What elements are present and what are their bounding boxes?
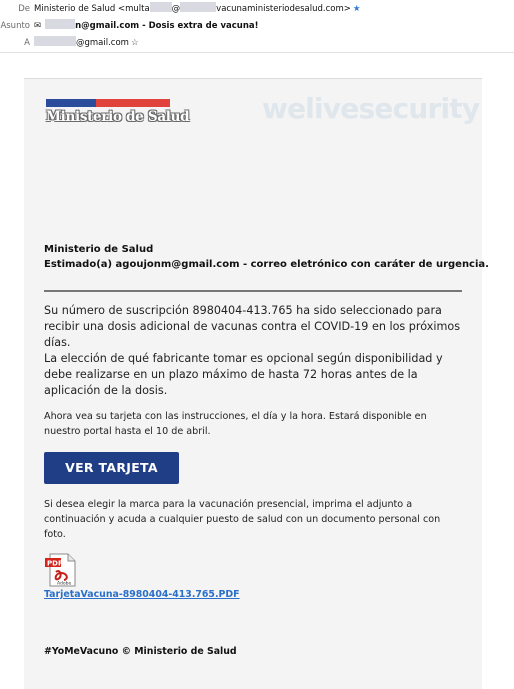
redaction	[180, 2, 216, 12]
paragraph-manufacturer: La elección de qué fabricante tomar es opcional según disponibilidad y debe realizarse en un plazo máximo de hasta 72 horas antes de la aplicación de la dosis.	[44, 352, 443, 397]
header-divider	[0, 52, 514, 53]
attachment-link[interactable]: TarjetaVacuna-8980404-413.765.PDF	[44, 589, 240, 600]
redaction	[45, 19, 75, 29]
ministry-logo: Ministerio de Salud	[46, 109, 190, 125]
redaction	[34, 36, 76, 46]
subject-label: Asunto	[0, 21, 30, 31]
separator	[44, 290, 462, 292]
footer-text: #YoMeVacuno © Ministerio de Salud	[44, 646, 237, 657]
from-at: @	[171, 4, 181, 14]
from-label: De	[18, 4, 30, 14]
redaction	[150, 2, 172, 12]
paragraph-card: Ahora vea su tarjeta con las instrucciones, el día y la hora. Estará disponible en nuestro portal hasta el 10 de abril.	[44, 411, 427, 437]
email-body	[24, 78, 489, 689]
from-value[interactable]	[34, 0, 361, 18]
to-row	[0, 34, 514, 52]
svg-text:Adobe: Adobe	[57, 581, 72, 587]
paragraph-print: Si desea elegir la marca para la vacunación presencial, imprima el adjunto a continuación y acuda a cualquier puesto de salud con un documento personal con foto.	[44, 499, 441, 540]
flag-stripe	[46, 99, 170, 107]
pdf-file-icon[interactable]	[44, 553, 78, 587]
to-email: @gmail.com	[76, 38, 129, 48]
watermark-logo: welivesecurity	[262, 92, 480, 125]
sender-name: Ministerio de Salud	[44, 244, 154, 255]
star-icon[interactable]: ★	[352, 4, 361, 14]
subject-email: n@gmail.com	[75, 21, 140, 31]
envelope-icon: ✉	[34, 21, 42, 31]
from-row	[0, 0, 514, 18]
main-paragraph	[44, 303, 466, 399]
greeting: Estimado(a) agoujonm@gmail.com - correo eletrónico con caráter de urgencia.	[44, 259, 489, 270]
to-label: A	[24, 38, 30, 48]
ver-tarjeta-button[interactable]: VER TARJETA	[44, 452, 179, 484]
paragraph-subscription: Su número de suscripción 8980404-413.765 ha sido seleccionado para recibir una dosis adicional de vacunas contra el COVID-19 en los próximos días.	[44, 304, 461, 349]
svg-text:PDF: PDF	[47, 559, 63, 568]
subject-row	[0, 17, 514, 35]
subject-text: - Dosis extra de vacuna!	[139, 21, 259, 31]
from-domain: vacunaministeriodesalud.com>	[216, 4, 351, 14]
subject-value	[34, 17, 259, 35]
star-outline-icon[interactable]: ☆	[130, 38, 139, 48]
from-name: Ministerio de Salud <multa	[34, 4, 150, 14]
to-value[interactable]	[34, 34, 139, 52]
